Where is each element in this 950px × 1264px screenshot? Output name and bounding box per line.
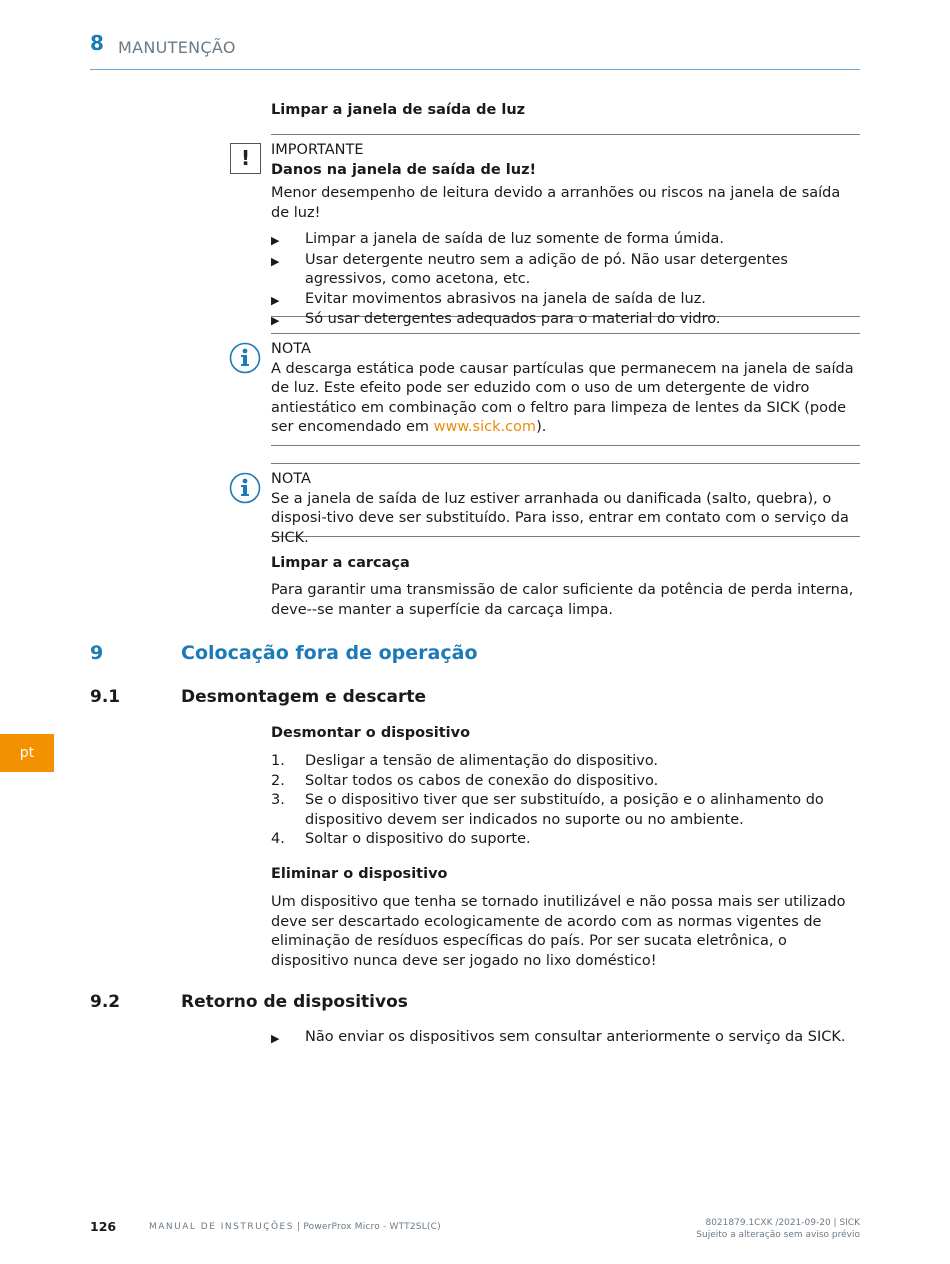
triangle-bullet-icon: ▶ [271, 293, 280, 307]
important-title: Danos na janela de saída de luz! [271, 161, 537, 178]
language-tab: pt [0, 734, 54, 772]
footer-document-id: 8021879.1CXK /2021-09-20 | SICK Sujeito a alteração sem aviso prévio [696, 1218, 860, 1240]
chapter-number: 8 [90, 31, 104, 55]
section-number: 9.2 [90, 992, 121, 1012]
important-box [271, 134, 860, 327]
important-body: Menor desempenho de leitura devido a arranhões ou riscos na janela de saída de luz! [271, 185, 841, 221]
section-9-1-heading [90, 687, 427, 708]
dismount-heading: Desmontar o dispositivo [271, 725, 471, 741]
dispose-heading: Eliminar o dispositivo [271, 866, 448, 882]
list-item: ▶ Usar detergente neutro sem a adição de pó. Não usar detergentes agressivos, como acetona, etc. [271, 251, 860, 290]
section-title: Retorno de dispositivos [181, 992, 408, 1012]
triangle-bullet-icon: ▶ [271, 1032, 280, 1045]
dispose-body: Um dispositivo que tenha se tornado inutilizável e não possa mais ser utilizado deve ser descartado ecologicamente de acordo com as normas vigentes de eliminação de resíduos específicas do país. Por ser sucata eletrônica, o dispositivo nunca deve ser jogado no lixo doméstico! [271, 894, 846, 969]
triangle-bullet-icon: ▶ [271, 254, 280, 268]
info-icon [229, 342, 261, 374]
page-header [90, 32, 860, 70]
section-9-2-heading [90, 992, 408, 1013]
list-item: 4. Soltar o dispositivo do suporte. [271, 831, 531, 847]
note-box-1 [271, 333, 860, 446]
list-item: ▶ Não enviar os dispositivos sem consultar anteriormente o serviço da SICK. [271, 1028, 860, 1049]
info-icon [229, 472, 261, 504]
list-item: 1. Desligar a tensão de alimentação do dispositivo. [271, 753, 659, 769]
dismount-steps [271, 752, 860, 850]
list-item: ▶ Só usar detergentes adequados para o material do vidro. [271, 310, 860, 331]
section-number: 9.1 [90, 687, 121, 707]
section-title: Desmontagem e descarte [181, 687, 427, 707]
note-body: A descarga estática pode causar partículas que permanecem na janela de saída de luz. Este efeito pode ser eduzido com o uso de um detergente de vidro antiestático em combinação com o feltro para limpeza de lentes da SICK (pode ser encomendado em www.sick.com). [271, 360, 854, 435]
exclamation-icon: ! [230, 143, 261, 174]
clean-housing-body: Para garantir uma transmissão de calor suficiente da potência de perda interna, deve--se manter a superfície da carcaça limpa. [271, 582, 854, 618]
list-item: ▶ Evitar movimentos abrasivos na janela de saída de luz. [271, 290, 860, 311]
note-label: NOTA [271, 471, 311, 487]
section-number: 9 [90, 642, 104, 664]
footer-document-info: MANUAL DE INSTRUÇÕES | PowerProx Micro - WTT2SL(C) [149, 1222, 441, 1232]
chapter-title: MANUTENÇÃO [118, 38, 236, 57]
return-bullets [271, 1028, 860, 1049]
page-number: 126 [90, 1219, 117, 1234]
triangle-bullet-icon: ▶ [271, 314, 280, 327]
sick-website-link[interactable]: www.sick.com [433, 419, 537, 435]
note-box-2 [271, 463, 860, 546]
note-label: NOTA [271, 341, 311, 357]
important-label: IMPORTANTE [271, 142, 364, 158]
list-item: 2. Soltar todos os cabos de conexão do dispositivo. [271, 772, 659, 789]
clean-window-heading: Limpar a janela de saída de luz [271, 102, 526, 118]
triangle-bullet-icon: ▶ [271, 234, 280, 247]
list-item: ▶ Limpar a janela de saída de luz somente de forma úmida. [271, 230, 860, 251]
note-body: Se a janela de saída de luz estiver arranhada ou danificada (salto, quebra), o disposi-tivo deve ser substituído. Para isso, entrar em contato com o serviço da SICK. [271, 490, 849, 546]
important-bullets [271, 230, 860, 331]
section-9-heading [90, 642, 478, 664]
list-item: 3. Se o dispositivo tiver que ser substituído, a posição e o alinhamento do dispositivo devem ser indicados no suporte ou no ambiente. [271, 792, 824, 828]
section-title: Colocação fora de operação [181, 642, 478, 664]
clean-housing-heading: Limpar a carcaça [271, 555, 410, 571]
